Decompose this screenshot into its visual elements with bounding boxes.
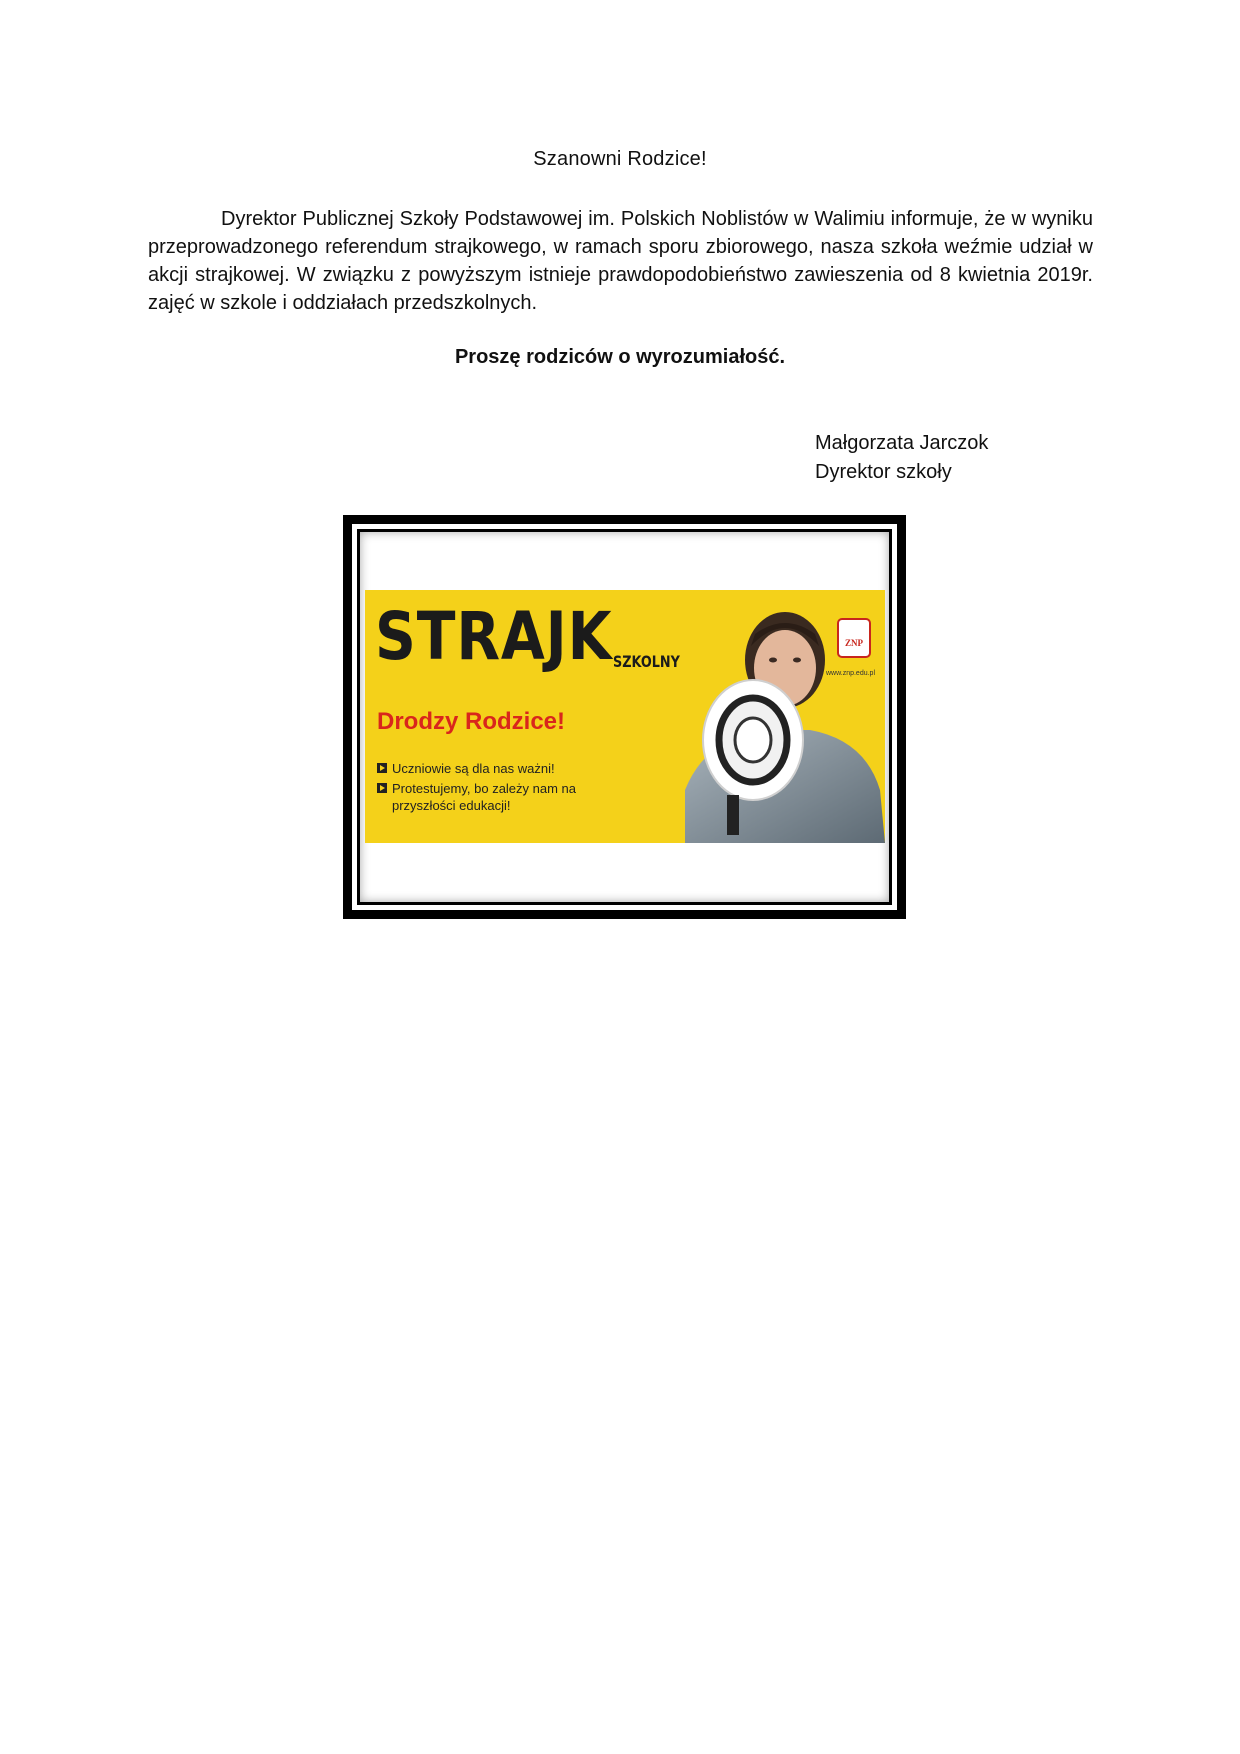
letter-request: Proszę rodziców o wyrozumiałość.: [454, 346, 786, 368]
poster-title: STRAJK: [375, 598, 613, 675]
letter-body: Dyrektor Publicznej Szkoły Podstawowej im. Polskich Noblistów w Walimiu informuje, że w wyniku przeprowadzonego referendum strajkowego, w ramach sporu zbiorowego, nasza szkoła weźmie udział w akcji strajkowej. W związku z powyższym istnieje prawdopodobieństwo zawieszenia od 8 kwietnia 2019r. zajęć w szkole i oddziałach przedszkolnych.: [148, 208, 1093, 314]
strike-poster: [365, 590, 885, 843]
poster-bullet: [377, 760, 612, 777]
arrow-bullet-icon: [377, 763, 387, 773]
letter-greeting: Szanowni Rodzice!: [533, 148, 707, 170]
poster-bullet-text: Uczniowie są dla nas ważni!: [392, 761, 555, 776]
poster-bullets: [377, 760, 612, 817]
signature-block: [815, 429, 988, 487]
poster-subtitle: SZKOLNY: [613, 652, 680, 671]
poster-url: www.znp.edu.pl: [825, 670, 875, 677]
poster-bullet-text: Protestujemy, bo zależy nam na przyszłości edukacji!: [392, 781, 577, 813]
poster-bullet: [377, 780, 612, 814]
arrow-bullet-icon: [377, 783, 387, 793]
znp-logo: ZNP: [837, 618, 871, 658]
poster-headline: Drodzy Rodzice!: [377, 708, 566, 735]
signature-name: Małgorzata Jarczok: [815, 432, 989, 454]
signature-title: Dyrektor szkoły: [815, 461, 952, 483]
